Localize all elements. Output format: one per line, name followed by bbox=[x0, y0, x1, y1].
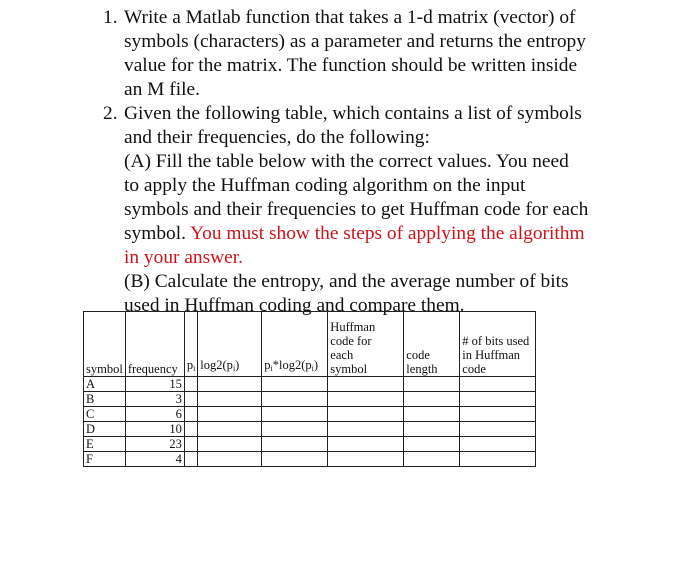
cell-empty[interactable] bbox=[198, 392, 262, 407]
cell-empty[interactable] bbox=[262, 437, 328, 452]
table-row bbox=[84, 437, 536, 452]
question-1-line: Write a Matlab function that takes a 1-d matrix (vector) of bbox=[124, 7, 576, 28]
cell-symbol: E bbox=[84, 437, 126, 452]
cell-empty[interactable] bbox=[262, 377, 328, 392]
cell-empty[interactable] bbox=[404, 452, 460, 467]
cell-empty[interactable] bbox=[184, 377, 197, 392]
question-2-line: symbols and their frequencies to get Huffman code for each bbox=[124, 199, 589, 220]
question-2-line: and their frequencies, do the following: bbox=[124, 127, 430, 148]
cell-empty[interactable] bbox=[184, 437, 197, 452]
cell-empty[interactable] bbox=[460, 452, 536, 467]
cell-empty[interactable] bbox=[184, 452, 197, 467]
cell-frequency: 3 bbox=[125, 392, 184, 407]
table-row bbox=[84, 392, 536, 407]
cell-symbol: A bbox=[84, 377, 126, 392]
cell-empty[interactable] bbox=[184, 392, 197, 407]
table-row bbox=[84, 452, 536, 467]
header-huffman-code: Huffman code for each symbol bbox=[328, 312, 404, 377]
cell-empty[interactable] bbox=[404, 407, 460, 422]
header-p-log2: $p_i*\log 2(p_i)$ bbox=[262, 312, 328, 377]
cell-frequency: 4 bbox=[125, 452, 184, 467]
cell-empty[interactable] bbox=[404, 437, 460, 452]
question-number: 1. bbox=[103, 7, 118, 28]
question-2 bbox=[0, 102, 624, 318]
cell-symbol: B bbox=[84, 392, 126, 407]
cell-empty[interactable] bbox=[198, 437, 262, 452]
question-number: 2. bbox=[103, 103, 118, 124]
cell-empty[interactable] bbox=[198, 452, 262, 467]
cell-empty[interactable] bbox=[404, 392, 460, 407]
cell-empty[interactable] bbox=[460, 437, 536, 452]
cell-symbol: C bbox=[84, 407, 126, 422]
cell-empty[interactable] bbox=[328, 407, 404, 422]
cell-empty[interactable] bbox=[328, 392, 404, 407]
header-log2: $\log 2(p_i)$ bbox=[198, 312, 262, 377]
cell-empty[interactable] bbox=[198, 407, 262, 422]
cell-frequency: 10 bbox=[125, 422, 184, 437]
header-frequency: frequency bbox=[125, 312, 184, 377]
question-1-line: an M file. bbox=[124, 79, 200, 100]
cell-empty[interactable] bbox=[184, 407, 197, 422]
cell-frequency: 6 bbox=[125, 407, 184, 422]
table-row bbox=[84, 407, 536, 422]
cell-empty[interactable] bbox=[198, 377, 262, 392]
table-header-row bbox=[84, 312, 536, 377]
cell-empty[interactable] bbox=[262, 452, 328, 467]
red-instruction: in your answer. bbox=[124, 247, 244, 268]
question-2-line: to apply the Huffman coding algorithm on the input bbox=[124, 175, 526, 196]
cell-empty[interactable] bbox=[262, 392, 328, 407]
question-2-line: (A) Fill the table below with the correct values. You need bbox=[124, 151, 569, 172]
cell-empty[interactable] bbox=[262, 422, 328, 437]
question-1-line: symbols (characters) as a parameter and returns the entropy bbox=[124, 31, 586, 52]
cell-empty[interactable] bbox=[328, 452, 404, 467]
table-row bbox=[84, 422, 536, 437]
question-2-line: Given the following table, which contains a list of symbols bbox=[124, 103, 582, 124]
header-bits-used: # of bits used in Huffman code bbox=[460, 312, 536, 377]
header-symbol: symbol bbox=[84, 312, 126, 377]
cell-empty[interactable] bbox=[404, 422, 460, 437]
question-2-text: symbol. bbox=[124, 223, 186, 244]
red-instruction: You must show the steps of applying the algorithm bbox=[190, 223, 585, 244]
cell-empty[interactable] bbox=[328, 437, 404, 452]
cell-empty[interactable] bbox=[184, 422, 197, 437]
question-2-part-b-line: (B) Calculate the entropy, and the average number of bits bbox=[124, 271, 569, 292]
frequency-table bbox=[83, 311, 536, 467]
cell-empty[interactable] bbox=[262, 407, 328, 422]
cell-empty[interactable] bbox=[404, 377, 460, 392]
cell-empty[interactable] bbox=[460, 377, 536, 392]
cell-empty[interactable] bbox=[328, 377, 404, 392]
cell-empty[interactable] bbox=[328, 422, 404, 437]
cell-empty[interactable] bbox=[460, 422, 536, 437]
cell-empty[interactable] bbox=[460, 392, 536, 407]
table-row bbox=[84, 377, 536, 392]
question-1 bbox=[0, 6, 624, 102]
question-1-line: value for the matrix. The function should be written inside bbox=[124, 55, 578, 76]
cell-empty[interactable] bbox=[198, 422, 262, 437]
cell-frequency: 23 bbox=[125, 437, 184, 452]
cell-empty[interactable] bbox=[460, 407, 536, 422]
question-2-line bbox=[124, 222, 624, 246]
cell-frequency: 15 bbox=[125, 377, 184, 392]
cell-symbol: F bbox=[84, 452, 126, 467]
header-code-length: code length bbox=[404, 312, 460, 377]
question-2-part-b-line: used in Huffman coding and compare them. bbox=[124, 295, 465, 316]
header-p: $p_i$ bbox=[184, 312, 197, 377]
cell-symbol: D bbox=[84, 422, 126, 437]
